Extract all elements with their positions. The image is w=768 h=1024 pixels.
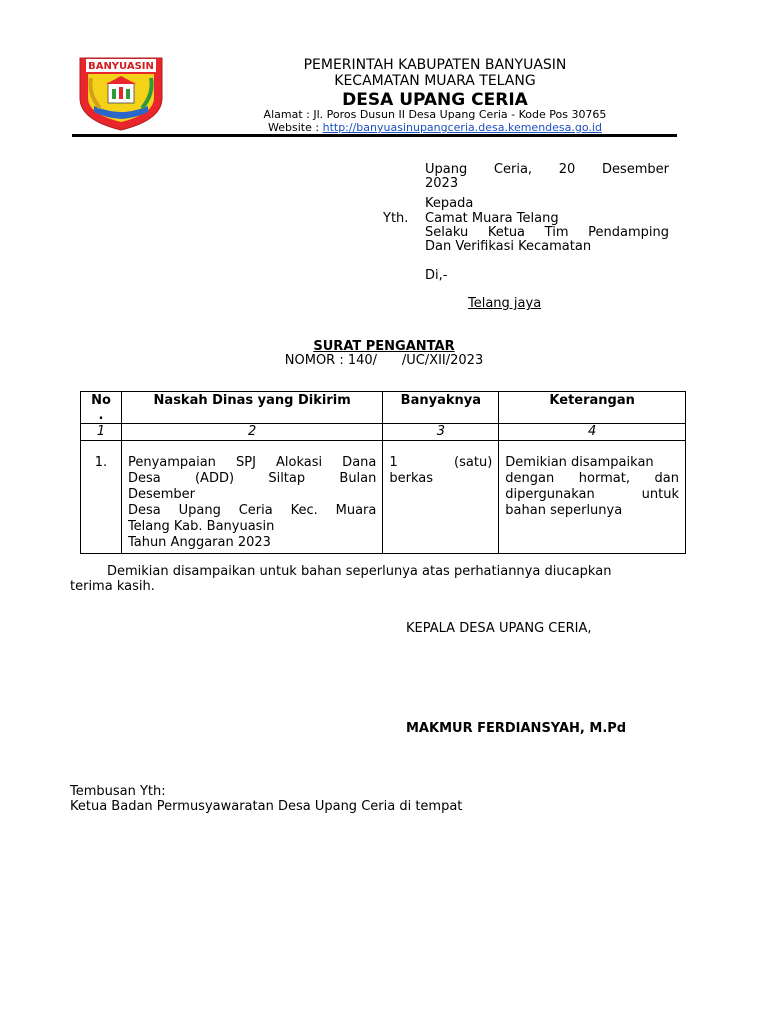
letterhead-divider bbox=[72, 134, 677, 137]
header-naskah: Naskah Dinas yang Dikirim bbox=[121, 392, 382, 424]
naskah-line: Desa Upang Ceria Kec. Muara bbox=[127, 503, 377, 518]
row-banyaknya bbox=[383, 441, 499, 554]
keterangan-line: dengan hormat, dan bbox=[505, 471, 679, 486]
recipient-location: Telang jaya bbox=[468, 296, 542, 311]
header-no-text: No bbox=[91, 393, 111, 408]
index-cell: 2 bbox=[121, 424, 382, 441]
header-address: Alamat : Jl. Poros Dusun II Desa Upang Ceria - Kode Pos 30765 bbox=[263, 108, 607, 121]
header-no-suffix: . bbox=[98, 408, 104, 423]
place-date: Upang Ceria, 20 Desember bbox=[425, 162, 669, 177]
naskah-line: Telang Kab. Banyuasin bbox=[127, 519, 275, 534]
keterangan-line: dipergunakan untuk bbox=[505, 487, 679, 502]
svg-text:BANYUASIN: BANYUASIN bbox=[88, 61, 154, 72]
keterangan-line: bahan seperlunya bbox=[505, 503, 623, 518]
banyaknya-line: berkas bbox=[389, 471, 434, 486]
letter-number: NOMOR : 140/ /UC/XII/2023 bbox=[284, 353, 484, 368]
recipient-line-2: Selaku Ketua Tim Pendamping bbox=[425, 225, 669, 240]
index-cell: 1 bbox=[81, 424, 122, 441]
header-keterangan: Keterangan bbox=[499, 392, 686, 424]
closing-paragraph-line-2: terima kasih. bbox=[70, 579, 155, 594]
header-banyaknya: Banyaknya bbox=[383, 392, 499, 424]
index-cell: 4 bbox=[499, 424, 686, 441]
row-keterangan bbox=[499, 441, 686, 554]
row-number: 1. bbox=[81, 441, 122, 554]
naskah-line: Desa (ADD) Siltap Bulan bbox=[127, 471, 377, 486]
di-label: Di,- bbox=[425, 268, 448, 283]
letter-title: SURAT PENGANTAR bbox=[313, 339, 455, 354]
header-government-line: PEMERINTAH KABUPATEN BANYUASIN bbox=[303, 57, 567, 73]
signer-title: KEPALA DESA UPANG CERIA, bbox=[406, 621, 592, 636]
table-index-row bbox=[81, 424, 686, 441]
place-date-year: 2023 bbox=[425, 176, 459, 191]
naskah-line: Tahun Anggaran 2023 bbox=[127, 535, 271, 550]
banyuasin-emblem bbox=[76, 56, 166, 131]
recipient-line-1: Camat Muara Telang bbox=[425, 211, 559, 226]
table-header-row bbox=[81, 392, 686, 424]
index-cell: 3 bbox=[383, 424, 499, 441]
naskah-line: Desember bbox=[127, 487, 195, 502]
website-label: Website : bbox=[268, 121, 323, 134]
header-website bbox=[200, 121, 670, 134]
header-village-name: DESA UPANG CERIA bbox=[342, 90, 528, 110]
website-link[interactable]: http://banyuasinupangceria.desa.kemendesa.go.id bbox=[322, 121, 602, 134]
recipient-line-3: Dan Verifikasi Kecamatan bbox=[425, 239, 592, 254]
cc-item: Ketua Badan Permusyawaratan Desa Upang Ceria di tempat bbox=[70, 799, 463, 814]
closing-paragraph-line-1: Demikian disampaikan untuk bahan seperlunya atas perhatiannya diucapkan bbox=[107, 564, 612, 579]
kepada-label: Kepada bbox=[425, 196, 474, 211]
naskah-line: Penyampaian SPJ Alokasi Dana bbox=[127, 455, 377, 470]
yth-label: Yth. bbox=[383, 211, 409, 226]
header-district-line: KECAMATAN MUARA TELANG bbox=[334, 73, 536, 89]
header-no bbox=[81, 392, 122, 424]
cc-label: Tembusan Yth: bbox=[70, 784, 166, 799]
documents-table bbox=[80, 391, 686, 554]
keterangan-line: Demikian disampaikan bbox=[505, 455, 654, 470]
banyaknya-line: 1 (satu) bbox=[389, 455, 493, 470]
row-naskah bbox=[121, 441, 382, 554]
table-row bbox=[81, 441, 686, 554]
signer-name: MAKMUR FERDIANSYAH, M.Pd bbox=[406, 721, 627, 736]
